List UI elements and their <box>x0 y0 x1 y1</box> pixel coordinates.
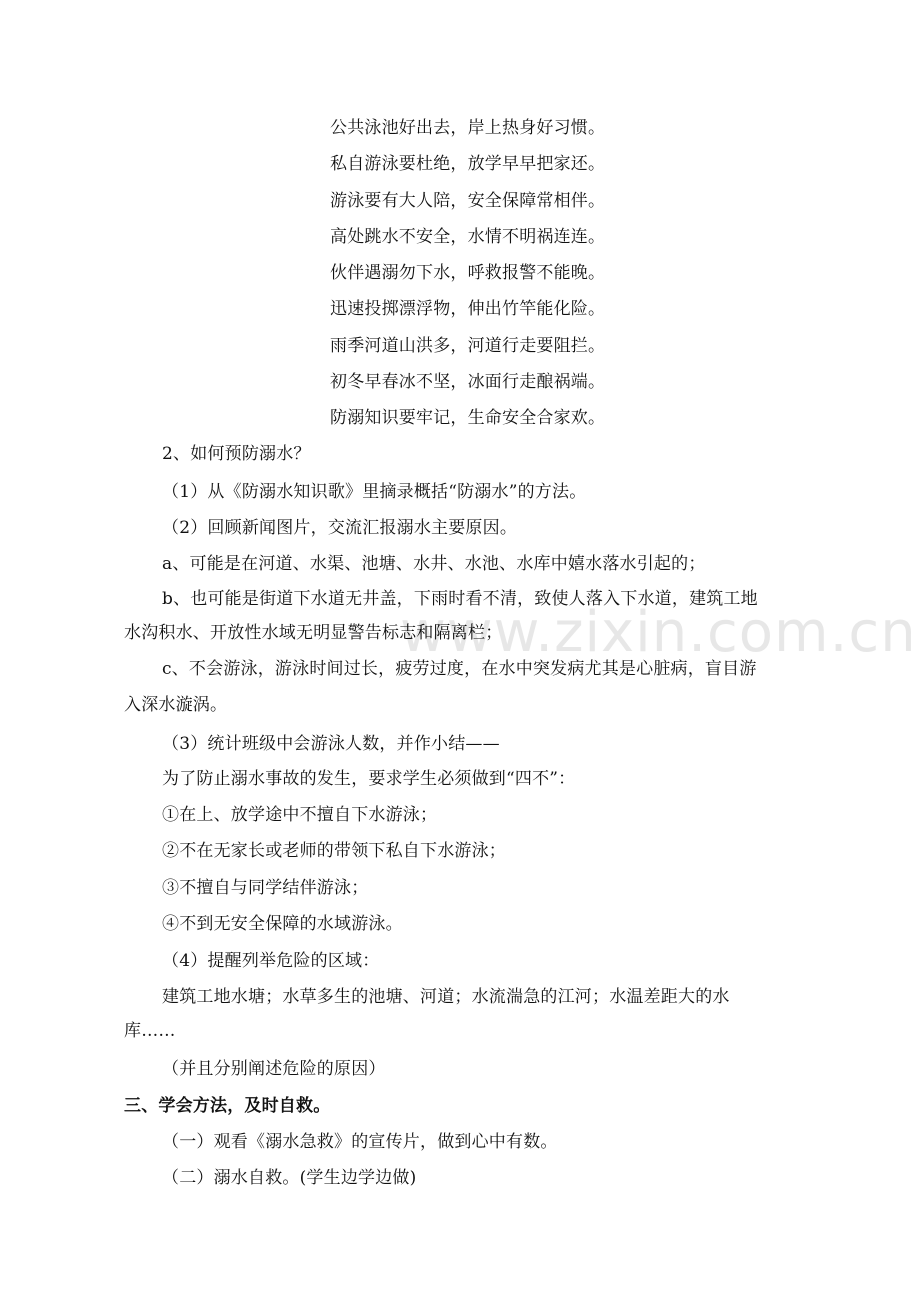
poem-line-2: 私自游泳要杜绝，放学早早把家还。 <box>330 154 606 174</box>
poem-line-5: 伙伴遇溺勿下水，呼救报警不能晚。 <box>330 263 606 283</box>
poem-line-3: 游泳要有大人陪，安全保障常相伴。 <box>330 191 606 211</box>
section3-heading: 三、学会方法，及时自救。 <box>124 1096 331 1116</box>
section2-item2: （2）回顾新闻图片，交流汇报溺水主要原因。 <box>162 518 518 538</box>
four-no-item-1: ①在上、放学途中不擅自下水游泳； <box>162 805 438 825</box>
four-no-item-3: ③不擅自与同学结伴游泳； <box>162 878 369 898</box>
section2-item1: （1）从《防溺水知识歌》里摘录概括“防溺水”的方法。 <box>162 482 587 502</box>
poem-line-8: 初冬早春冰不坚，冰面行走酿祸端。 <box>330 372 606 392</box>
poem-line-1: 公共泳池好出去，岸上热身好习惯。 <box>330 118 606 138</box>
section2-heading: 2、如何预防溺水？ <box>162 444 311 464</box>
cause-a: a、可能是在河道、水渠、池塘、水井、水池、水库中嬉水落水引起的； <box>162 554 706 574</box>
section2-item3: （3）统计班级中会游泳人数，并作小结—— <box>162 734 500 754</box>
cause-c-line1: c、不会游泳，游泳时间过长，疲劳过度，在水中突发病尤其是心脏病，盲目游 <box>162 659 757 679</box>
four-no-item-2: ②不在无家长或老师的带领下私自下水游泳； <box>162 841 506 861</box>
four-no-intro: 为了防止溺水事故的发生，要求学生必须做到“四不”： <box>162 769 576 789</box>
cause-b-line1: b、也可能是街道下水道无井盖，下雨时看不清，致使人落入下水道，建筑工地 <box>162 589 758 609</box>
poem-line-7: 雨季河道山洪多，河道行走要阻拦。 <box>330 336 606 356</box>
section3-item1: （一）观看《溺水急救》的宣传片，做到心中有数。 <box>162 1132 558 1152</box>
cause-b-line2: 水沟积水、开放性水域无明显警告标志和隔离栏； <box>124 623 503 643</box>
poem-line-4: 高处跳水不安全，水情不明祸连连。 <box>330 227 606 247</box>
watermark: www.zixin.com.cn <box>400 600 917 665</box>
danger-line1: 建筑工地水塘；水草多生的池塘、河道；水流湍急的江河；水温差距大的水 <box>162 987 730 1007</box>
section3-item2: （二）溺水自救。(学生边学边做) <box>162 1168 417 1188</box>
poem-line-9: 防溺知识要牢记，生命安全合家欢。 <box>330 408 606 428</box>
danger-line2: 库…… <box>124 1021 176 1041</box>
section2-item4: （4）提醒列举危险的区域： <box>162 951 380 971</box>
cause-c-line2: 入深水漩涡。 <box>124 695 228 715</box>
poem-line-6: 迅速投掷漂浮物，伸出竹竿能化险。 <box>330 299 606 319</box>
danger-note: （并且分别阐述危险的原因） <box>162 1059 386 1079</box>
four-no-item-4: ④不到无安全保障的水域游泳。 <box>162 914 403 934</box>
